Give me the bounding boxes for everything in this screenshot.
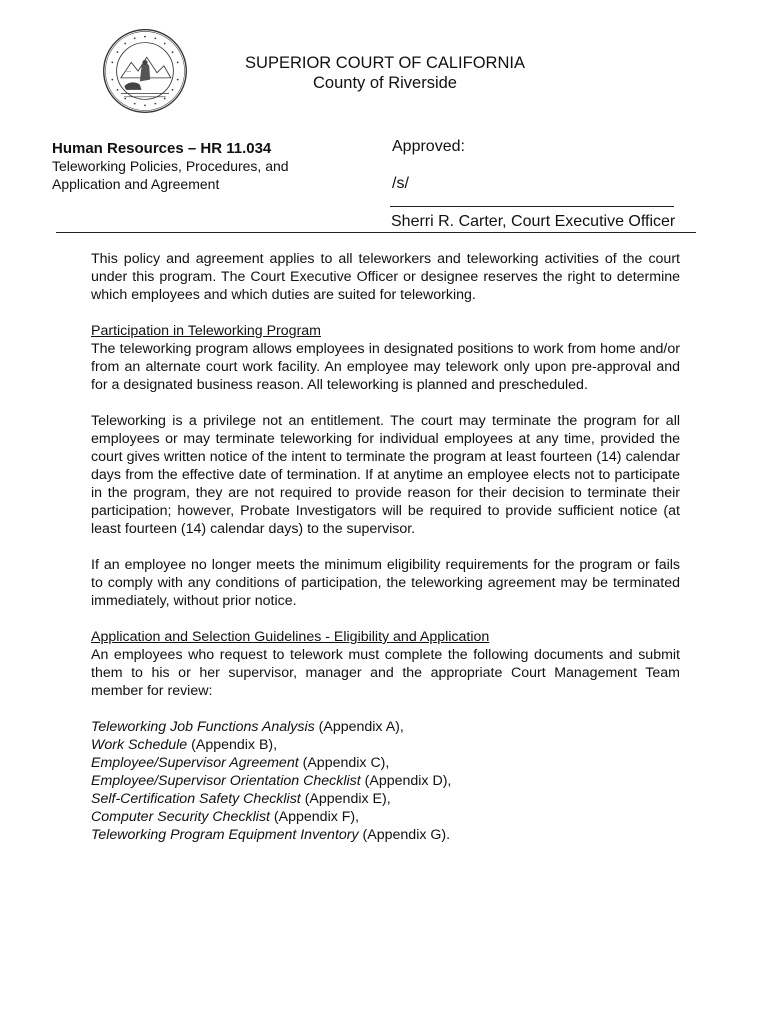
section-heading-participation: Participation in Teleworking Program <box>91 323 321 339</box>
svg-text:—: — <box>126 68 132 75</box>
list-item: Work Schedule (Appendix B), <box>91 737 278 753</box>
policy-subtitle: Teleworking Policies, Procedures, and Application and Agreement <box>52 158 289 192</box>
signature-line <box>390 206 674 207</box>
participation-paragraph-1: The teleworking program allows employees in designated positions to work from home and/or from an alternate court work facility. An employee may telework only upon pre-approval and for a designated business reason. All teleworking is planned and prescheduled. <box>91 341 680 393</box>
list-item: Employee/Supervisor Agreement (Appendix C), <box>91 755 390 771</box>
policy-title: Human Resources – HR 11.034 <box>52 140 272 157</box>
signer-name: Sherri R. Carter, Court Executive Officer <box>391 213 676 230</box>
policy-body <box>91 250 680 844</box>
intro-paragraph: This policy and agreement applies to all teleworkers and teleworking activities of the court under this program. The Court Executive Officer or designee reserves the right to determine which employees and which duties are suited for teleworking. <box>91 251 680 303</box>
participation-paragraph-3: If an employee no longer meets the minimum eligibility requirements for the program or fails to comply with any conditions of participation, the teleworking agreement may be terminated immediately, without prior notice. <box>91 557 680 609</box>
header-divider <box>56 232 696 233</box>
section-heading-application: Application and Selection Guidelines - Eligibility and Application <box>91 629 490 645</box>
list-item: Employee/Supervisor Orientation Checklist (Appendix D), <box>91 773 452 789</box>
court-name: SUPERIOR COURT OF CALIFORNIA <box>245 54 525 72</box>
section-participation <box>91 322 680 394</box>
list-item: Teleworking Job Functions Analysis (Appendix A), <box>91 719 404 735</box>
signature-mark: /s/ <box>392 175 409 192</box>
section-application <box>91 628 680 700</box>
list-item: Computer Security Checklist (Appendix F), <box>91 809 360 825</box>
court-county: County of Riverside <box>313 74 457 92</box>
application-paragraph-1: An employees who request to telework must complete the following documents and submit them to his or her supervisor, manager and the appropriate Court Management Team member for review: <box>91 647 680 699</box>
participation-paragraph-2: Teleworking is a privilege not an entitlement. The court may terminate the program for all employees or may terminate teleworking for individual employees at any time, provided the court gives written notice of the intent to terminate the program at least fourteen (14) calendar days from the effective date of termination. If at anytime an employee elects not to participate in the program, they are not required to provide reason for their decision to terminate their participation; however, Probate Investigators will be required to provide sufficient notice (at least fourteen (14) calendar days) to the supervisor. <box>91 413 680 537</box>
approved-label: Approved: <box>392 138 465 155</box>
list-item: Self-Certification Safety Checklist (Appendix E), <box>91 791 391 807</box>
list-item: Teleworking Program Equipment Inventory (Appendix G). <box>91 827 451 843</box>
required-documents-list <box>91 718 680 844</box>
